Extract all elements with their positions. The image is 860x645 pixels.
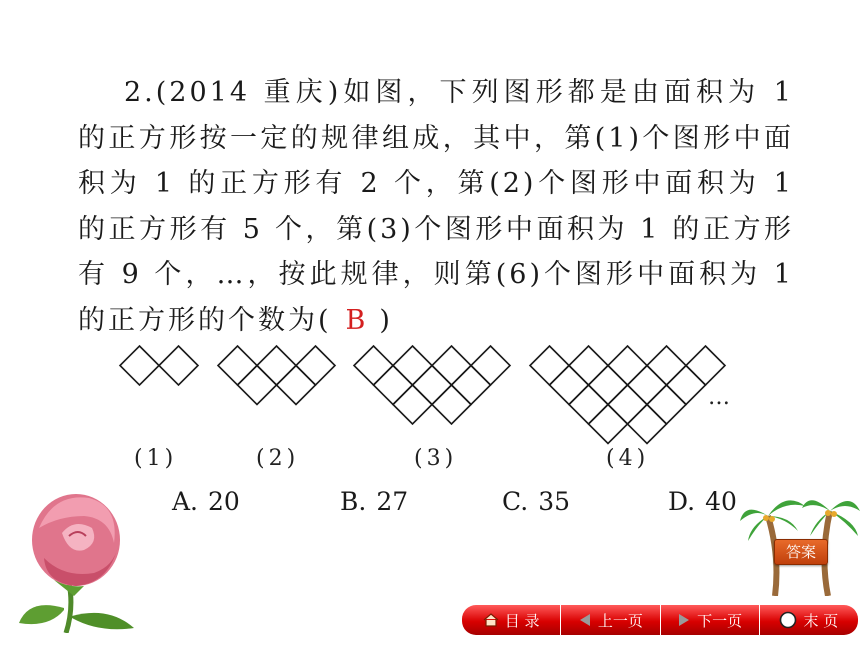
figure-label-3: (3)	[414, 446, 458, 471]
figure-1-square	[120, 346, 159, 385]
last-page-label: 末 页	[803, 611, 839, 630]
circle-icon	[779, 611, 797, 629]
figure-4-square	[569, 346, 608, 385]
figure-3-square	[354, 346, 393, 385]
figure-2-square	[296, 346, 335, 385]
arrow-left-icon	[578, 613, 592, 627]
figure-2-square	[277, 366, 316, 405]
option-b: B. 27	[340, 487, 409, 516]
figure-ellipsis: …	[708, 385, 731, 410]
option-c: C. 35	[502, 487, 570, 516]
figure-4-square	[589, 366, 628, 405]
figure-3-square	[432, 385, 471, 424]
figure-3-square	[452, 366, 491, 405]
nav-bar	[462, 605, 858, 635]
figure-4-square	[608, 346, 647, 385]
figure-2-square	[218, 346, 257, 385]
figure-3-square	[413, 366, 452, 405]
figure-2-square	[257, 346, 296, 385]
figure-4-square	[647, 346, 686, 385]
arrow-right-icon	[677, 613, 691, 627]
home-icon	[483, 613, 499, 627]
figure-2-square	[238, 366, 277, 405]
figure-4-square	[667, 366, 706, 405]
figure-3-square	[374, 366, 413, 405]
prev-page-button[interactable]	[561, 605, 660, 635]
figure-4-square	[686, 346, 725, 385]
figure-label-4: (4)	[606, 446, 650, 471]
next-page-button[interactable]	[661, 605, 760, 635]
prev-page-label: 上一页	[597, 611, 643, 630]
problem-number: 2.	[124, 77, 156, 108]
figure-4-square	[608, 385, 647, 424]
problem-stem: 如图，下列图形都是由面积为 1 的正方形按一定的规律组成，其中，第(1)个图形中面积为 1 的正方形有 2 个，第(2)个图形中面积为 1 的正方形有 5 个，第(3)个图形中面积为 1 的正方形有 9 个，…，按此规律，则第(6)个图形中面积为 1 的正方形的个数为(	[78, 77, 794, 336]
rose-decoration	[14, 488, 144, 633]
problem-source: (2014 重庆)	[155, 77, 342, 108]
figure-4-square	[628, 405, 667, 444]
problem-stem-end: )	[379, 304, 393, 336]
figure-label-2: (2)	[256, 446, 300, 471]
figure-label-1: (1)	[134, 446, 178, 471]
figure-3-square	[393, 346, 432, 385]
figure-4-square	[647, 385, 686, 424]
figure-4-square	[589, 405, 628, 444]
option-a: A. 20	[172, 487, 240, 516]
figure-3-square	[471, 346, 510, 385]
figure-1-square	[159, 346, 198, 385]
toc-button[interactable]	[462, 605, 561, 635]
figure-4-square	[628, 366, 667, 405]
figure-4-square	[550, 366, 589, 405]
last-page-button[interactable]	[760, 605, 858, 635]
toc-label: 目 录	[504, 611, 540, 630]
option-d: D. 40	[668, 487, 737, 516]
figure-4-square	[530, 346, 569, 385]
figure-3-square	[393, 385, 432, 424]
figure-4-square	[569, 385, 608, 424]
figure-3-square	[432, 346, 471, 385]
problem-text	[78, 70, 794, 343]
answer-button[interactable]: 答案	[774, 539, 828, 565]
next-page-label: 下一页	[697, 611, 743, 630]
answer-letter: B	[345, 304, 366, 336]
